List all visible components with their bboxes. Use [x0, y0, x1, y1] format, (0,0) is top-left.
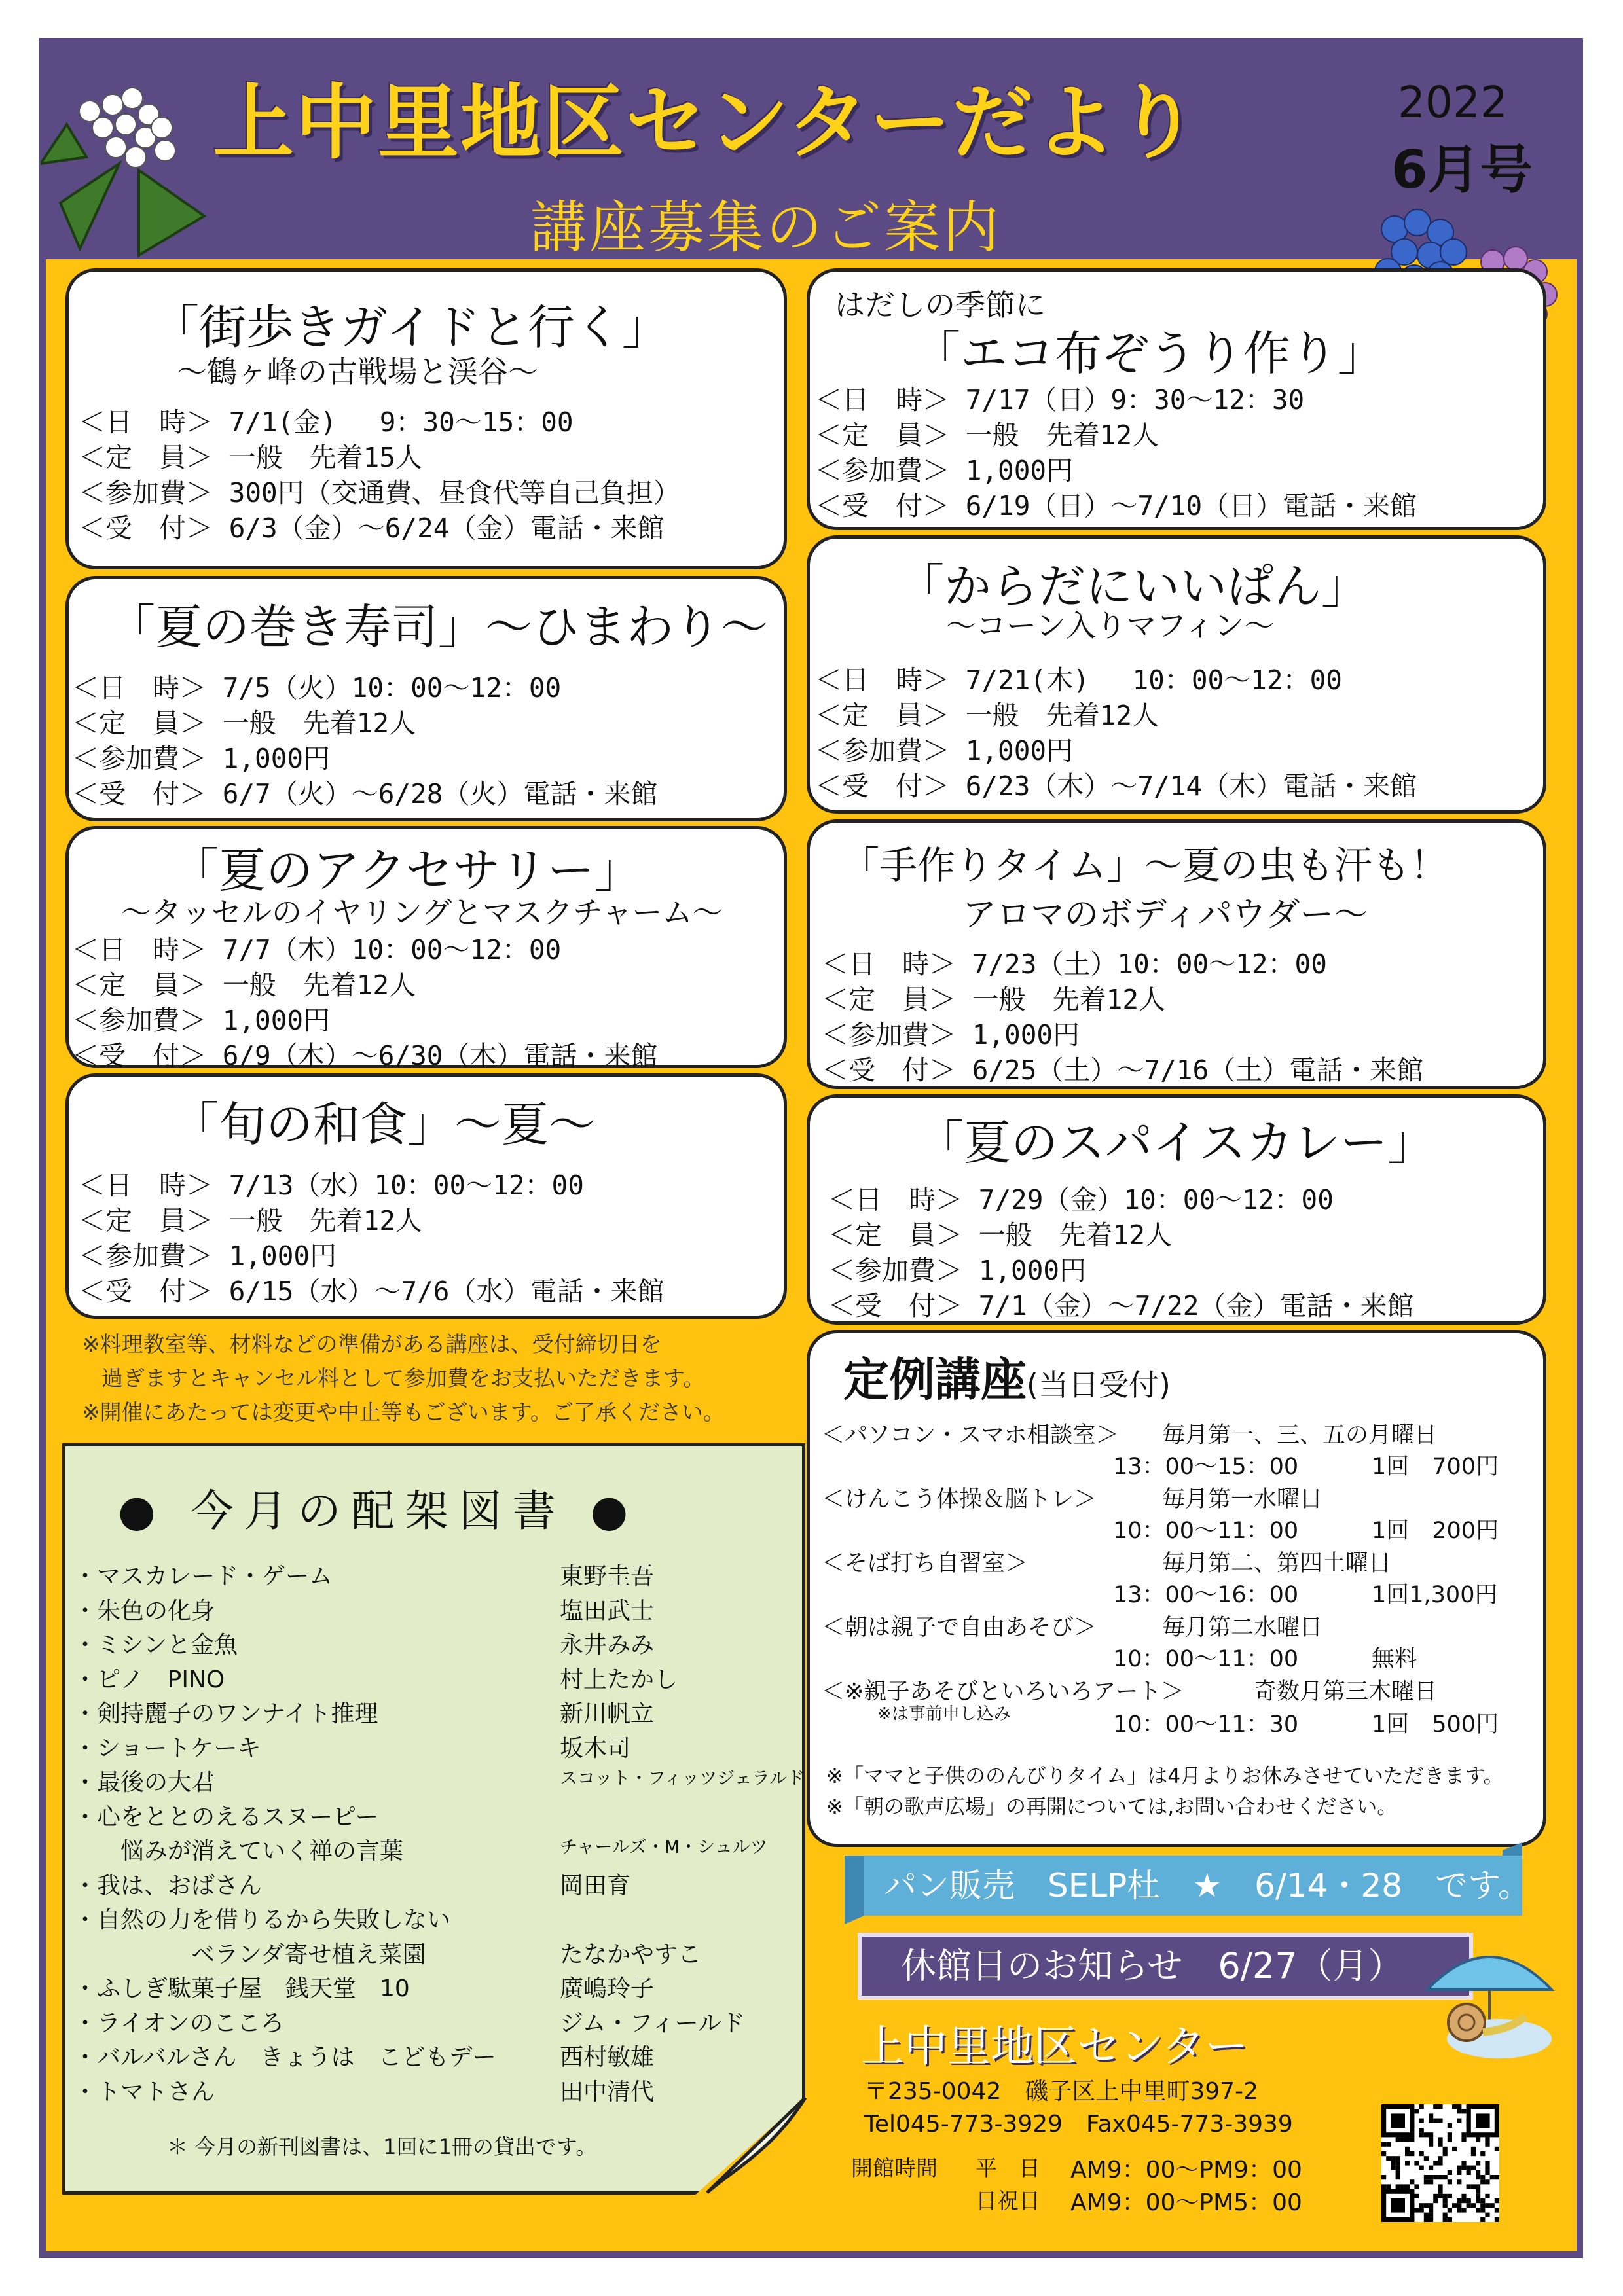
center-tel-fax: Tel045-773-3929 Fax045-773-3939: [864, 2111, 1293, 2138]
book-author: たなかやすこ: [560, 1941, 702, 1968]
caution-note: 過ぎますとキャンセル料として参加費をお支払いただきます。: [101, 1365, 705, 1391]
course-reception-row: ＜受 付＞ 6/23（木）～7/14（木）電話・来館: [815, 770, 1417, 802]
course-capacity-row: ＜定 員＞ 一般 先着12人: [815, 420, 1159, 451]
book-author: 岡田育: [560, 1872, 631, 1899]
book-author: 田中清代: [560, 2078, 655, 2106]
book-title: ・バルバルさん きょうは こどもデー: [73, 2044, 496, 2071]
newsletter-subtitle: 講座募集のご案内: [530, 195, 1002, 260]
book-author: スコット・フィッツジェラルド: [560, 1768, 805, 1789]
course-title: 「旬の和食」～夏～: [172, 1097, 596, 1152]
course-reception-row: ＜受 付＞ 6/25（土）～7/16（土）電話・来館: [822, 1054, 1424, 1086]
regular-item-time: 10：00～11：00: [1113, 1646, 1299, 1672]
book-title: ・朱色の化身: [73, 1597, 215, 1624]
regular-footnote: ※「朝の歌声広場」の再開については,お問い合わせください。: [826, 1795, 1398, 1819]
course-title: 「エコ布ぞうり作り」: [913, 326, 1385, 381]
regular-item-time: 10：00～11：30: [1113, 1712, 1299, 1738]
course-reception-row: ＜受 付＞ 7/1（金）～7/22（金）電話・来館: [828, 1290, 1414, 1321]
course-date-row: ＜日 時＞ 7/21(木) 10：00～12：00: [815, 664, 1342, 696]
center-hours-label: 開館時間: [851, 2155, 938, 2181]
regular-item-when: 毎月第二、第四土曜日: [1162, 1551, 1392, 1577]
regular-item-when: 毎月第一水曜日: [1162, 1486, 1323, 1513]
course-capacity-row: ＜定 員＞ 一般 先着12人: [822, 984, 1166, 1015]
book-title: ・ピノ PINO: [73, 1666, 225, 1693]
regular-item-time: 13：00～16：00: [1113, 1582, 1299, 1608]
course-title: 「夏のスパイスカレー」: [917, 1115, 1435, 1170]
book-author: 西村敏雄: [560, 2044, 655, 2071]
bread-sale-banner: パン販売 SELP杜 ★ 6/14・28 です。: [884, 1867, 1531, 1905]
regular-item-fee: 1回1,300円: [1372, 1582, 1498, 1608]
book-title: ・我は、おばさん: [73, 1872, 263, 1899]
course-date-row: ＜日 時＞ 7/7（木）10：00～12：00: [72, 934, 562, 965]
book-author: 村上たかし: [560, 1666, 678, 1693]
center-hours-time: AM9：00～PM9：00: [1070, 2157, 1302, 2183]
book-title: ・剣持麗子のワンナイト推理: [73, 1700, 378, 1727]
books-heading: ● 今月の配架図書 ●: [118, 1486, 639, 1536]
book-title: 悩みが消えていく禅の言葉: [73, 1838, 404, 1865]
regular-item-name: ＜※親子あそびといろいろアート＞: [822, 1679, 1184, 1705]
book-author: チャールズ・M・シュルツ: [560, 1837, 768, 1857]
course-lead: はだしの季節に: [835, 287, 1046, 323]
book-title: ・マスカレード・ゲーム: [73, 1563, 333, 1590]
course-capacity-row: ＜定 員＞ 一般 先着12人: [79, 1205, 423, 1236]
caution-note: ※料理教室等、材料などの準備がある講座は、受付締切日を: [82, 1331, 662, 1357]
book-title: ベランダ寄せ植え菜園: [73, 1941, 426, 1968]
course-date-row: ＜日 時＞ 7/23（土）10：00～12：00: [822, 948, 1327, 980]
regular-item-when: 毎月第二水曜日: [1162, 1615, 1323, 1641]
regular-item-name: ＜けんこう体操＆脳トレ＞: [822, 1486, 1097, 1513]
book-title: ・ミシンと金魚: [73, 1632, 238, 1659]
regular-footnote: ※「ママと子供ののんびりタイム」は4月よりお休みさせていただきます。: [826, 1765, 1504, 1788]
course-fee-row: ＜参加費＞ 1,000円: [828, 1255, 1087, 1286]
books-footnote: ＊ 今月の新刊図書は、1回に1冊の貸出です。: [167, 2134, 597, 2159]
course-title: 「夏のアクセサリー」: [172, 843, 642, 898]
regular-item-when: 毎月第一、三、五の月曜日: [1162, 1422, 1438, 1448]
book-title: ・トマトさん: [73, 2078, 215, 2106]
regular-item-time: 10：00～11：00: [1113, 1518, 1299, 1544]
course-fee-row: ＜参加費＞ 1,000円: [79, 1240, 337, 1272]
course-fee-row: ＜参加費＞ 300円（交通費、昼食代等自己負担）: [79, 477, 680, 509]
regular-item-remark: ※は事前申し込み: [877, 1704, 1011, 1724]
book-title: ・心をととのえるスヌーピー: [73, 1803, 379, 1831]
regular-item-time: 13：00～15：00: [1113, 1454, 1299, 1480]
issue-year: 2022: [1398, 77, 1508, 128]
course-subtitle: ～コーン入りマフィン～: [946, 608, 1275, 643]
course-date-row: ＜日 時＞ 7/1(金) 9：30～15：00: [79, 406, 574, 438]
center-hours-day: 日祝日: [976, 2188, 1040, 2214]
course-reception-row: ＜受 付＞ 6/9（木）～6/30（木）電話・来館: [72, 1040, 658, 1071]
book-author: 廣嶋玲子: [560, 1975, 655, 2002]
caution-note: ※開催にあたっては変更や中止等もございます。ご了承ください。: [82, 1399, 725, 1425]
course-date-row: ＜日 時＞ 7/17（日）9：30～12：30: [815, 384, 1305, 416]
course-subtitle: アロマのボディパウダー～: [962, 895, 1368, 935]
course-title: 「手作りタイム」～夏の虫も汗も！: [841, 843, 1448, 888]
qr-code-icon[interactable]: [1381, 2104, 1499, 2222]
course-title: 「からだにいいぱん」: [897, 559, 1369, 614]
course-date-row: ＜日 時＞ 7/13（水）10：00～12：00: [79, 1170, 584, 1201]
newsletter-title: 上中里地区センターだより: [213, 76, 1200, 170]
course-subtitle: ～タッセルのイヤリングとマスクチャーム～: [121, 895, 723, 930]
hydrangea-white-icon: [41, 65, 217, 262]
course-reception-row: ＜受 付＞ 6/7（火）～6/28（火）電話・来館: [72, 778, 658, 810]
book-title: ・ライオンのこころ: [73, 2009, 284, 2037]
center-hours-day: 平 日: [976, 2155, 1040, 2181]
course-fee-row: ＜参加費＞ 1,000円: [72, 1005, 331, 1036]
regular-item-name: ＜そば打ち自習室＞: [822, 1551, 1029, 1577]
course-capacity-row: ＜定 員＞ 一般 先着12人: [72, 708, 416, 739]
book-author: 塩田武士: [560, 1597, 655, 1624]
regular-item-when: 奇数月第三木曜日: [1254, 1679, 1438, 1705]
course-capacity-row: ＜定 員＞ 一般 先着12人: [815, 700, 1159, 731]
closed-day-banner: 休館日のお知らせ 6/27（月）: [858, 1933, 1473, 2000]
course-title: 「街歩きガイドと行く」: [152, 300, 669, 355]
book-author: ジム・フィールド: [560, 2009, 745, 2037]
page-curl-icon: [694, 2098, 809, 2196]
regular-item-name: ＜パソコン・スマホ相談室＞: [822, 1422, 1119, 1448]
book-title: ・ショートケーキ: [73, 1734, 261, 1762]
regular-courses-title: 定例講座(当日受付): [843, 1353, 1171, 1407]
course-capacity-row: ＜定 員＞ 一般 先着12人: [828, 1219, 1173, 1251]
center-hours-time: AM9：00～PM5：00: [1070, 2189, 1302, 2216]
course-subtitle: ～鶴ヶ峰の古戦場と渓谷～: [177, 354, 538, 389]
book-author: 坂木司: [560, 1734, 631, 1762]
course-fee-row: ＜参加費＞ 1,000円: [815, 455, 1074, 486]
regular-item-fee: 1回 200円: [1372, 1518, 1499, 1544]
course-date-row: ＜日 時＞ 7/29（金）10：00～12：00: [828, 1184, 1334, 1215]
regular-item-fee: 1回 700円: [1372, 1454, 1499, 1480]
course-reception-row: ＜受 付＞ 6/19（日）～7/10（日）電話・来館: [815, 490, 1417, 522]
book-author: 永井みみ: [560, 1632, 655, 1659]
course-capacity-row: ＜定 員＞ 一般 先着15人: [79, 442, 423, 473]
issue-month: 6月号: [1391, 139, 1533, 200]
course-fee-row: ＜参加費＞ 1,000円: [72, 743, 331, 774]
book-title: ・ふしぎ駄菓子屋 銭天堂 10: [73, 1975, 410, 2002]
book-title: ・自然の力を借りるから失敗しない: [73, 1907, 451, 1933]
course-date-row: ＜日 時＞ 7/5（火）10：00～12：00: [72, 672, 562, 704]
regular-item-fee: 1回 500円: [1372, 1712, 1499, 1738]
book-author: 新川帆立: [560, 1700, 655, 1727]
center-postal-address: 〒235-0042 磯子区上中里町397-2: [864, 2078, 1258, 2105]
course-capacity-row: ＜定 員＞ 一般 先着12人: [72, 969, 416, 1001]
center-name: 上中里地区センター: [861, 2021, 1249, 2072]
book-author: 東野圭吾: [560, 1563, 655, 1590]
snail-umbrella-icon: [1421, 1931, 1561, 2062]
regular-item-fee: 無料: [1372, 1646, 1418, 1672]
course-title: 「夏の巻き寿司」～ひまわり～: [108, 600, 769, 655]
course-fee-row: ＜参加費＞ 1,000円: [822, 1019, 1080, 1050]
course-reception-row: ＜受 付＞ 6/3（金）～6/24（金）電話・来館: [79, 512, 665, 544]
course-fee-row: ＜参加費＞ 1,000円: [815, 735, 1074, 766]
book-title: ・最後の大君: [73, 1769, 215, 1796]
regular-item-name: ＜朝は親子で自由あそび＞: [822, 1615, 1097, 1641]
course-reception-row: ＜受 付＞ 6/15（水）～7/6（水）電話・来館: [79, 1276, 665, 1307]
